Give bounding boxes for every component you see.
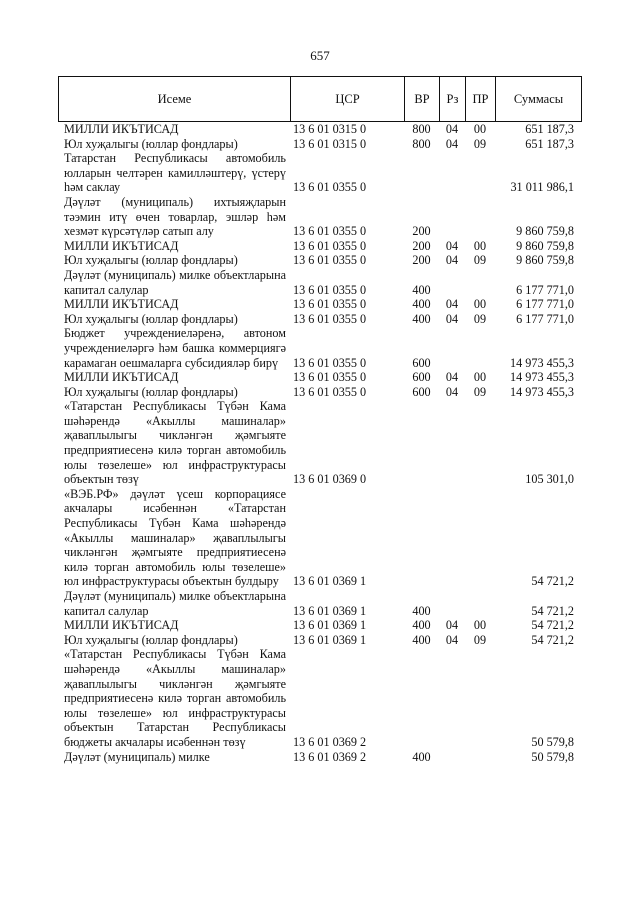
- row-sum: 54 721,2: [531, 632, 574, 647]
- row-vr: 400: [412, 618, 431, 633]
- row-sum: 651 187,3: [525, 136, 574, 151]
- table-row: [58, 370, 582, 385]
- row-rz: 04: [445, 297, 459, 312]
- row-pr: 00: [473, 618, 487, 633]
- row-csr: 13 6 01 0355 0: [293, 253, 367, 268]
- header-rz: Рз: [440, 77, 466, 121]
- row-rz: [439, 399, 465, 487]
- row-pr: [465, 195, 495, 239]
- row-pr: [465, 326, 495, 370]
- row-rz: [439, 589, 465, 618]
- table-row: [58, 312, 582, 327]
- row-csr: 13 6 01 0355 0: [293, 282, 367, 297]
- row-name: Бюджет учреждениеләренә, автоном учреждениеләргә һәм башка коммерциягә карамаган оешмаларга субсидияләр бирү: [64, 326, 286, 370]
- row-vr: 800: [412, 122, 431, 136]
- table-row: [58, 633, 582, 648]
- row-rz: 04: [445, 122, 459, 136]
- row-rz: 04: [445, 632, 459, 647]
- row-pr: 09: [473, 136, 487, 151]
- row-rz: 04: [445, 618, 459, 633]
- row-vr: 200: [412, 224, 431, 239]
- row-name: Юл хуҗалыгы (юллар фондлары): [64, 632, 238, 647]
- row-rz: [439, 487, 465, 589]
- row-vr: 600: [412, 355, 431, 370]
- row-sum: 9 860 759,8: [516, 238, 574, 253]
- row-rz: [439, 151, 465, 195]
- row-vr: [404, 487, 439, 589]
- row-rz: [439, 326, 465, 370]
- header-name: Исеме: [59, 77, 291, 121]
- table-row: [58, 268, 582, 297]
- row-sum: 14 973 455,3: [510, 384, 574, 399]
- row-name: Юл хуҗалыгы (юллар фондлары): [64, 384, 238, 399]
- table-row: [58, 122, 582, 137]
- row-sum: 9 860 759,8: [516, 253, 574, 268]
- row-sum: 6 177 771,0: [516, 311, 574, 326]
- row-csr: 13 6 01 0355 0: [293, 297, 367, 312]
- row-sum: 54 721,2: [531, 574, 574, 589]
- row-sum: 6 177 771,0: [516, 282, 574, 297]
- row-name: Юл хуҗалыгы (юллар фондлары): [64, 253, 238, 268]
- row-sum: 9 860 759,8: [516, 224, 574, 239]
- row-vr: [404, 399, 439, 487]
- row-pr: [465, 151, 495, 195]
- table-row: [58, 297, 582, 312]
- row-csr: 13 6 01 0369 1: [293, 574, 367, 589]
- row-pr: 09: [473, 384, 487, 399]
- row-name: Юл хуҗалыгы (юллар фондлары): [64, 136, 238, 151]
- row-name: МИЛЛИ ИКЪТИСАД: [64, 122, 179, 136]
- row-name: Дәүләт (муниципаль) ихтыяҗларын тәэмин итү өчен товарлар, эшләр һәм хезмәт күрсәтүләр сатып алу: [64, 194, 286, 239]
- row-pr: 09: [473, 253, 487, 268]
- row-rz: [439, 268, 465, 297]
- row-csr: 13 6 01 0355 0: [293, 355, 367, 370]
- table-row: [58, 239, 582, 254]
- row-name: Юл хуҗалыгы (юллар фондлары): [64, 311, 238, 326]
- row-name: «Татарстан Республикасы Түбән Кама шәһәрендә «Акыллы машиналар» җаваплылыгы чикләнгән җәмгыяте предприятиесенә килә торган автомобиль юлы төзелеше» юл инфраструктурасы объектын Татарстан Республикасы бюджеты акчалары исәбеннән төзү: [64, 647, 286, 749]
- row-csr: 13 6 01 0315 0: [293, 122, 367, 136]
- row-name: МИЛЛИ ИКЪТИСАД: [64, 370, 179, 385]
- row-name: Татарстан Республикасы автомобиль юлларын челтәрен камилләштерү, үстерү һәм саклау: [64, 151, 286, 195]
- row-vr: 600: [412, 384, 431, 399]
- table-row: [58, 326, 582, 370]
- row-name: Дәүләт (муниципаль) милке объектларына капитал салулар: [64, 267, 286, 297]
- row-csr: 13 6 01 0369 1: [293, 603, 367, 618]
- row-csr: 13 6 01 0355 0: [293, 224, 367, 239]
- row-sum: 31 011 986,1: [510, 180, 574, 195]
- row-csr: 13 6 01 0369 2: [293, 749, 367, 764]
- row-rz: 04: [445, 136, 459, 151]
- table-row: [58, 618, 582, 633]
- row-name: МИЛЛИ ИКЪТИСАД: [64, 618, 179, 633]
- row-sum: 651 187,3: [525, 122, 574, 136]
- row-csr: 13 6 01 0355 0: [293, 180, 367, 195]
- row-vr: 400: [412, 749, 431, 764]
- row-name: Дәүләт (муниципаль) милке: [64, 749, 210, 764]
- table-row: [58, 195, 582, 239]
- table-row: [58, 137, 582, 152]
- row-sum: 54 721,2: [531, 618, 574, 633]
- row-vr: 400: [412, 632, 431, 647]
- page-number: 657: [310, 48, 330, 63]
- table-row: [58, 399, 582, 487]
- row-csr: 13 6 01 0315 0: [293, 136, 367, 151]
- row-rz: 04: [445, 238, 459, 253]
- row-vr: [404, 647, 439, 749]
- row-vr: 400: [412, 282, 431, 297]
- row-vr: [404, 151, 439, 195]
- row-pr: [465, 399, 495, 487]
- row-pr: 00: [473, 238, 487, 253]
- table-body: [58, 122, 582, 764]
- row-csr: 13 6 01 0355 0: [293, 370, 367, 385]
- table-row: [58, 750, 582, 765]
- row-vr: 600: [412, 370, 431, 385]
- row-rz: [439, 195, 465, 239]
- row-vr: 200: [412, 238, 431, 253]
- row-rz: 04: [445, 311, 459, 326]
- row-csr: 13 6 01 0369 1: [293, 618, 367, 633]
- row-pr: 09: [473, 311, 487, 326]
- row-rz: 04: [445, 370, 459, 385]
- row-sum: 54 721,2: [531, 603, 574, 618]
- table-row: [58, 253, 582, 268]
- row-rz: [439, 647, 465, 749]
- row-csr: 13 6 01 0369 1: [293, 632, 367, 647]
- row-pr: [465, 589, 495, 618]
- header-sum: Суммасы: [513, 91, 564, 106]
- row-name: МИЛЛИ ИКЪТИСАД: [64, 238, 179, 253]
- header-csr: ЦСР: [291, 77, 405, 121]
- table-row: [58, 151, 582, 195]
- row-sum: 14 973 455,3: [510, 370, 574, 385]
- row-sum: 50 579,8: [531, 734, 574, 749]
- row-sum: 50 579,8: [531, 749, 574, 764]
- row-vr: 400: [412, 297, 431, 312]
- table-row: [58, 589, 582, 618]
- row-csr: 13 6 01 0355 0: [293, 311, 367, 326]
- row-sum: 6 177 771,0: [516, 297, 574, 312]
- row-sum: 105 301,0: [525, 472, 574, 487]
- row-name: МИЛЛИ ИКЪТИСАД: [64, 297, 179, 312]
- row-sum: 14 973 455,3: [510, 355, 574, 370]
- row-vr: 400: [412, 311, 431, 326]
- row-name: «ВЭБ.РФ» дәүләт үсеш корпорациясе акчалары исәбеннән «Татарстан Республикасы Түбән Кама шәһәрендә «Акыллы машиналар» җаваплылыгы чикләнгән җәмгыяте предприятиесенә килә торган автомобиль юлы төзелеше» юл инфраструктурасы объектын булдыру: [64, 486, 286, 589]
- row-csr: 13 6 01 0369 0: [293, 472, 367, 487]
- row-pr: 09: [473, 632, 487, 647]
- row-csr: 13 6 01 0355 0: [293, 384, 367, 399]
- row-pr: 00: [473, 122, 487, 136]
- row-vr: 800: [412, 136, 431, 151]
- row-rz: 04: [445, 384, 459, 399]
- table-row: [58, 385, 582, 400]
- row-pr: 00: [473, 370, 487, 385]
- row-name: «Татарстан Республикасы Түбән Кама шәһәрендә «Акыллы машиналар» җаваплылыгы чикләнгән җәмгыяте предприятиесенә килә торган автомобиль юлы төзелеше» юл инфраструктурасы объектын төзү: [64, 399, 286, 487]
- header-vr: ВР: [405, 77, 440, 121]
- row-rz: [439, 750, 465, 765]
- row-name: Дәүләт (муниципаль) милке объектларына капитал салулар: [64, 589, 286, 618]
- row-pr: [465, 647, 495, 749]
- table-row: [58, 487, 582, 589]
- row-pr: [465, 268, 495, 297]
- row-rz: 04: [445, 253, 459, 268]
- row-csr: 13 6 01 0355 0: [293, 238, 367, 253]
- row-pr: 00: [473, 297, 487, 312]
- row-csr: 13 6 01 0369 2: [293, 734, 367, 749]
- header-pr: ПР: [466, 77, 496, 121]
- table-row: [58, 647, 582, 749]
- row-pr: [465, 750, 495, 765]
- row-vr: 400: [412, 603, 431, 618]
- row-vr: 200: [412, 253, 431, 268]
- table-header: [58, 76, 582, 122]
- row-pr: [465, 487, 495, 589]
